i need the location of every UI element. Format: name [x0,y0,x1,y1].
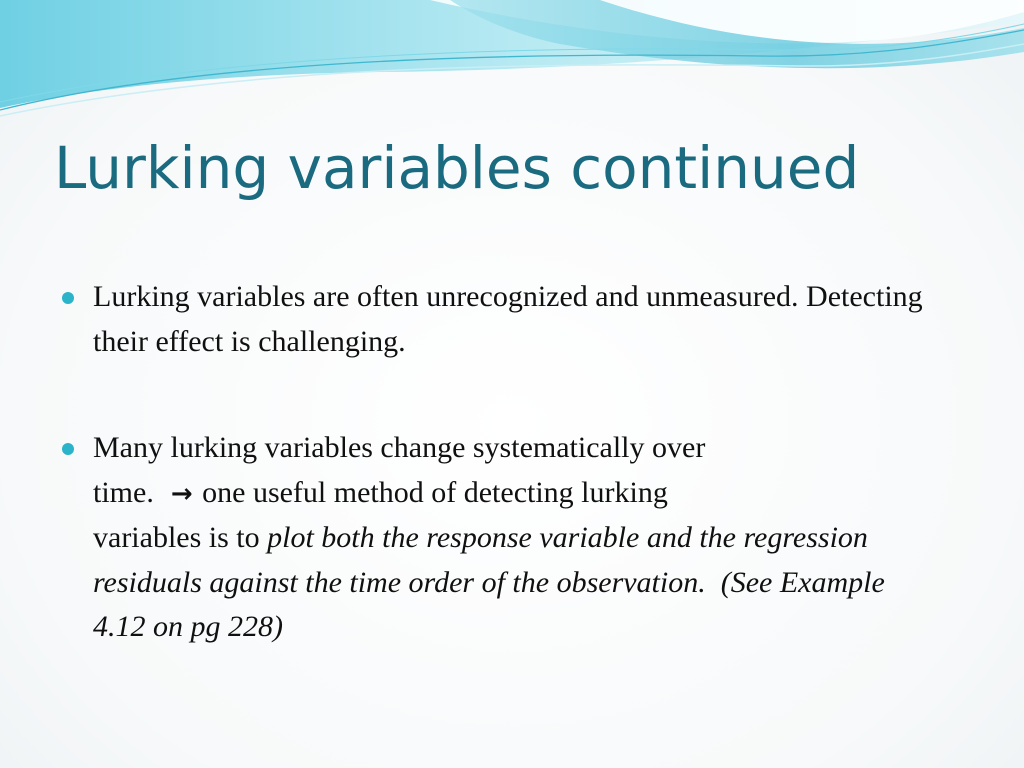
bullet-2-italic: plot both the response variable and the regression residuals against the time order of the observation. (See Example 4.12 on pg 228) [93,521,893,643]
bullet-2-line1: Many lurking variables change systematically over [93,431,706,464]
slide-title: Lurking variables continued [54,134,860,202]
bullet-item-2 [62,426,942,650]
bullet-1-text: Lurking variables are often unrecognized and unmeasured. Detecting their effect is challenging. [93,280,923,358]
bullet-2-text [93,426,942,650]
bullet-2-line2-post: one useful method of detecting lurking [194,475,668,509]
right-arrow-icon: → [170,478,193,509]
bullet-2-line2-pre: time. [93,475,169,509]
bullet-list [62,275,942,650]
bullet-item-1 [62,275,942,364]
decorative-wave-header [0,0,1024,130]
bullet-2-line3-pre: variables is to [93,521,268,554]
bullet-dot-icon [62,292,74,304]
bullet-dot-icon [62,443,74,455]
